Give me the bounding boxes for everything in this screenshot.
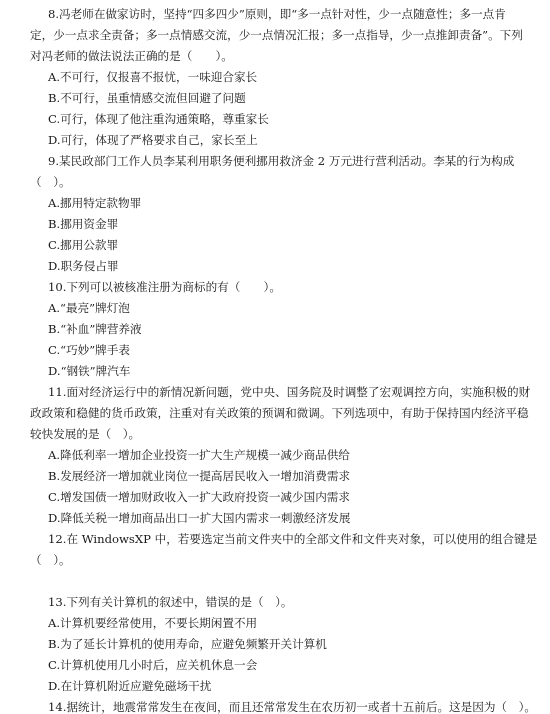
q8-option-b: B.不可行，虽重情感交流但回避了问题	[48, 91, 246, 105]
q10-stem-line1: 10.下列可以被核准注册为商标的有（ ）。	[48, 280, 281, 294]
q14-stem-line1: 14.据统计，地震常常发生在夜间，而且还常常发生在农历初一或者十五前后。这是因为（ ）。	[48, 700, 536, 714]
q9-option-b: B.挪用资金罪	[48, 217, 119, 231]
q11-option-b: B.发展经济一增加就业岗位一提高居民收入一增加消费需求	[48, 469, 351, 483]
q11-stem-line1: 11.面对经济运行中的新情况新问题，党中央、国务院及时调整了宏观调控方向，实施积极的财	[48, 385, 531, 399]
q11-option-d: D.降低关税一增加商品出口一扩大国内需求一刺激经济发展	[48, 511, 351, 525]
q12-stem-line2: （ ）。	[30, 553, 71, 567]
q9-option-d: D.职务侵占罪	[48, 259, 119, 273]
q11-option-c: C.增发国债一增加财政收入一扩大政府投资一减少国内需求	[48, 490, 350, 504]
q8-stem-line2: 定，少一点求全责备；多一点情感交流，少一点情况汇报；多一点指导，少一点推卸责备”。下列	[30, 28, 523, 42]
q10-option-a: A.“最亮”牌灯泡	[48, 301, 130, 315]
q10-option-c: C.“巧妙”牌手表	[48, 343, 130, 357]
q10-option-b: B.“补血”牌营养液	[48, 322, 142, 336]
q13-option-b: B.为了延长计算机的使用寿命，应避免频繁开关计算机	[48, 637, 327, 651]
q9-option-c: C.挪用公款罪	[48, 238, 119, 252]
q8-option-c: C.可行，体现了他注重沟通策略，尊重家长	[48, 112, 269, 126]
q12-stem-line1: 12.在 WindowsXP 中，若要选定当前文件夹中的全部文件和文件夹对象，可以使用的组合键是	[48, 532, 538, 546]
q8-stem-line1: 8.冯老师在做家访时，坚持“四多四少”原则，即“多一点针对性，少一点随意性；多一点肯	[48, 7, 506, 21]
q8-stem-line3: 对冯老师的做法说法正确的是（ ）。	[30, 49, 233, 63]
q9-stem-line1: 9.某民政部门工作人员李某利用职务便利挪用救济金 2 万元进行营利活动。李某的行为构成	[48, 154, 515, 168]
q11-stem-line3: 较快发展的是（ ）。	[30, 427, 141, 441]
q13-stem-line1: 13.下列有关计算机的叙述中，错误的是（ ）。	[48, 595, 293, 609]
q13-option-d: D.在计算机附近应避免磁场干扰	[48, 679, 212, 693]
q9-option-a: A.挪用特定款物罪	[48, 196, 142, 210]
q11-option-a: A.降低利率一增加企业投资一扩大生产规模一减少商品供给	[48, 448, 350, 462]
q9-stem-line2: （ ）。	[30, 175, 71, 189]
q10-option-d: D.“钢铁”牌汽车	[48, 364, 131, 378]
q13-option-c: C.计算机使用几小时后，应关机休息一会	[48, 658, 258, 672]
q11-stem-line2: 政政策和稳健的货币政策，注重对有关政策的预调和微调。下列选项中，有助于保持国内经济平稳	[30, 406, 529, 420]
q13-option-a: A.计算机要经常使用，不要长期闲置不用	[48, 616, 258, 630]
q8-option-a: A.不可行，仅报喜不报忧，一味迎合家长	[48, 70, 258, 84]
q8-option-d: D.可行，体现了严格要求自己，家长至上	[48, 133, 258, 147]
